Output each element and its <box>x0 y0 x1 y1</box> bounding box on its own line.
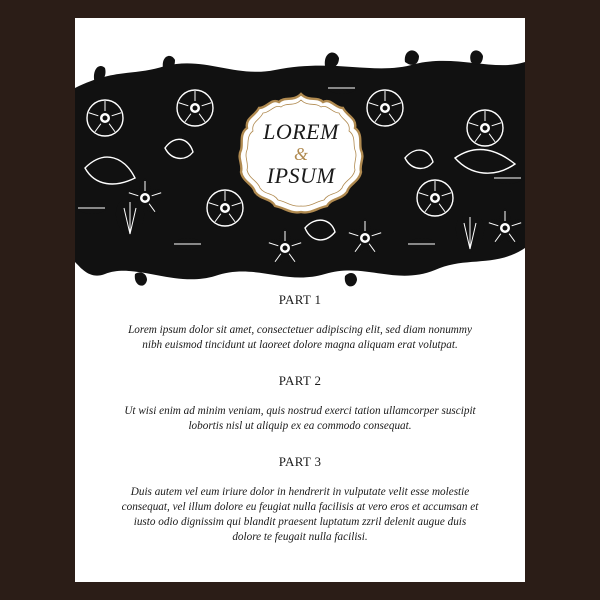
title-line-1: LOREM <box>263 119 339 144</box>
card-content <box>75 288 525 545</box>
invitation-card <box>75 18 525 582</box>
title-badge-text <box>235 88 367 220</box>
section-1-title: PART 1 <box>278 292 322 307</box>
section-3-title: PART 3 <box>278 454 322 469</box>
title-line-2: IPSUM <box>266 163 336 188</box>
section-2-title: PART 2 <box>278 373 322 388</box>
section-2-body: Ut wisi enim ad minim veniam, quis nostrud exerci tation ullamcorper suscipit lobortis nisl ut aliquip ex ea commodo consequat. <box>124 405 476 432</box>
title-ampersand: & <box>293 144 308 164</box>
section-1-body: Lorem ipsum dolor sit amet, consectetuer adipiscing elit, sed diam nonummy nibh euismod tincidunt ut laoreet dolore magna aliquam erat volutpat. <box>128 324 472 351</box>
section-3-body: Duis autem vel eum iriure dolor in hendrerit in vulputate velit esse molestie consequat, vel illum dolore eu feugiat nulla facilisis at vero eros et accumsan et iusto odio dignissim qui blandit praesent luptatum zzril delenit augue duis dolore te feugait nulla facilisi. <box>121 486 479 543</box>
